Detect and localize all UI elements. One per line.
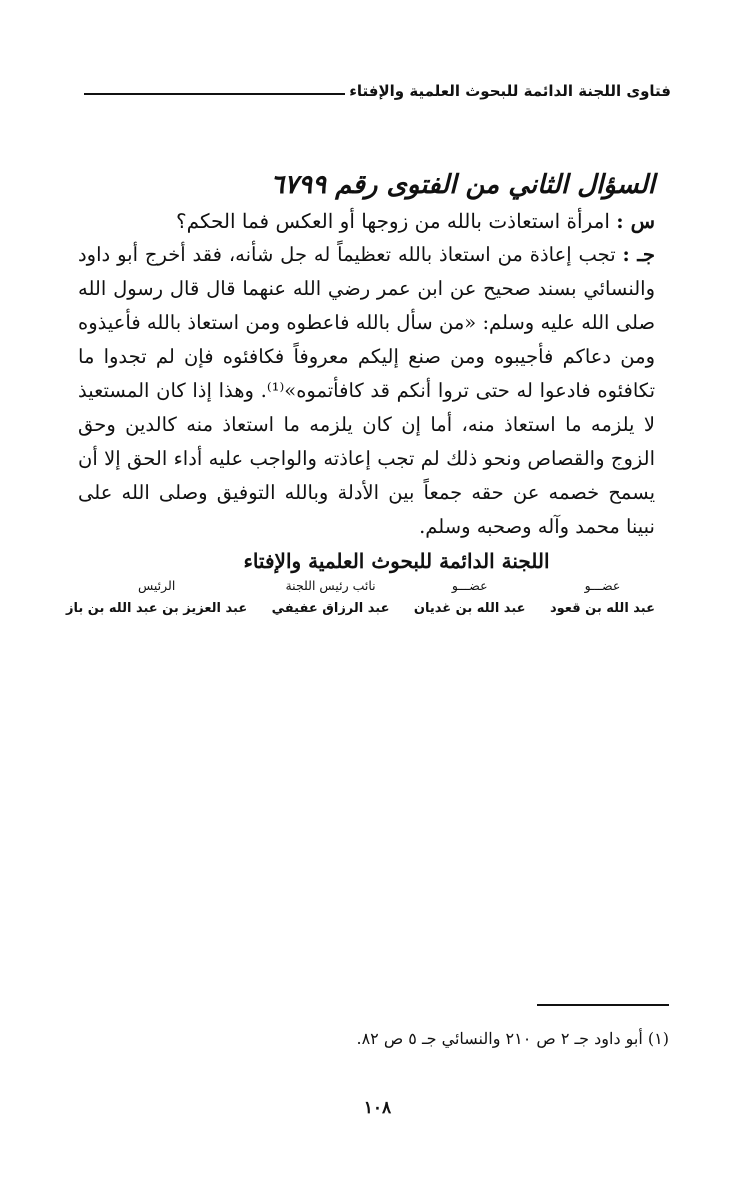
signature-name: عبد الله بن قعود bbox=[549, 601, 655, 616]
question-text: امرأة استعاذت بالله من زوجها أو العكس فما الحكم؟ bbox=[176, 209, 617, 233]
signature-role: الرئيس bbox=[137, 578, 176, 593]
question-line bbox=[78, 204, 655, 238]
signature-name: عبد العزيز بن عبد الله بن باز bbox=[66, 601, 248, 616]
answer-prefix: جـ : bbox=[622, 243, 655, 266]
signature-member-2 bbox=[414, 575, 526, 621]
page-number: ١٠٨ bbox=[363, 1098, 392, 1118]
signature-vice-chair bbox=[272, 575, 390, 621]
header-rule bbox=[84, 93, 345, 95]
fatwa-body bbox=[78, 166, 655, 578]
answer-paragraph bbox=[78, 238, 655, 544]
running-title: فتاوى اللجنة الدائمة للبحوث العلمية والإفتاء bbox=[349, 82, 671, 100]
question-prefix: س : bbox=[616, 209, 655, 233]
footnote-rule bbox=[537, 1004, 669, 1006]
answer-text: تجب إعاذة من استعاذ بالله تعظيماً له جل شأنه، فقد أخرج أبو داود والنسائي بسند صحيح عن ابن عمر رضي الله عنهما قال قال رسول الله صلى الله عليه وسلم: «من سأل بالله فاعطوه ومن استعاذ بالله فأعيذوه ومن دعاكم فأجيبوه ومن صنع إليكم معروفاً فكافئوه فإن لم تجدوا ما تكافئوه فادعوا له حتى تروا أنكم قد كافأتموه»⁽¹⁾. وهذا إذا كان المستعيذ لا يلزمه ما استعاذ منه، أما إن كان يلزمه ما استعاذ منه كالدين وحق الزوج والقصاص ونحو ذلك لم تجب إعاذته والواجب عليه أداء الحق إلا أن يسمح خصمه عن حقه جمعاً بين الأدلة bbox=[78, 243, 656, 504]
signature-role: عضـــو bbox=[451, 578, 488, 593]
signature-name: عبد الله بن غديان bbox=[413, 601, 526, 616]
signature-chair bbox=[66, 575, 247, 621]
signatures-row bbox=[66, 575, 655, 621]
footnote: (١) أبو داود جـ ٢ ص ٢١٠ والنسائي جـ ٥ ص ٨٢. bbox=[356, 1029, 669, 1048]
committee-name: اللجنة الدائمة للبحوث العلمية والإفتاء bbox=[243, 549, 550, 573]
signature-role: عضـــو bbox=[584, 578, 621, 593]
signature-member-1 bbox=[550, 575, 655, 621]
answer-closing: وبالله التوفيق وصلى الله على نبينا محمد وآله وصحبه وسلم. bbox=[78, 481, 655, 538]
question-title: السؤال الثاني من الفتوى رقم ٦٧٩٩ bbox=[270, 170, 655, 200]
running-header bbox=[84, 78, 671, 104]
signature-role: نائب رئيس اللجنة bbox=[285, 578, 376, 593]
signature-name: عبد الرزاق عفيفي bbox=[271, 601, 390, 616]
